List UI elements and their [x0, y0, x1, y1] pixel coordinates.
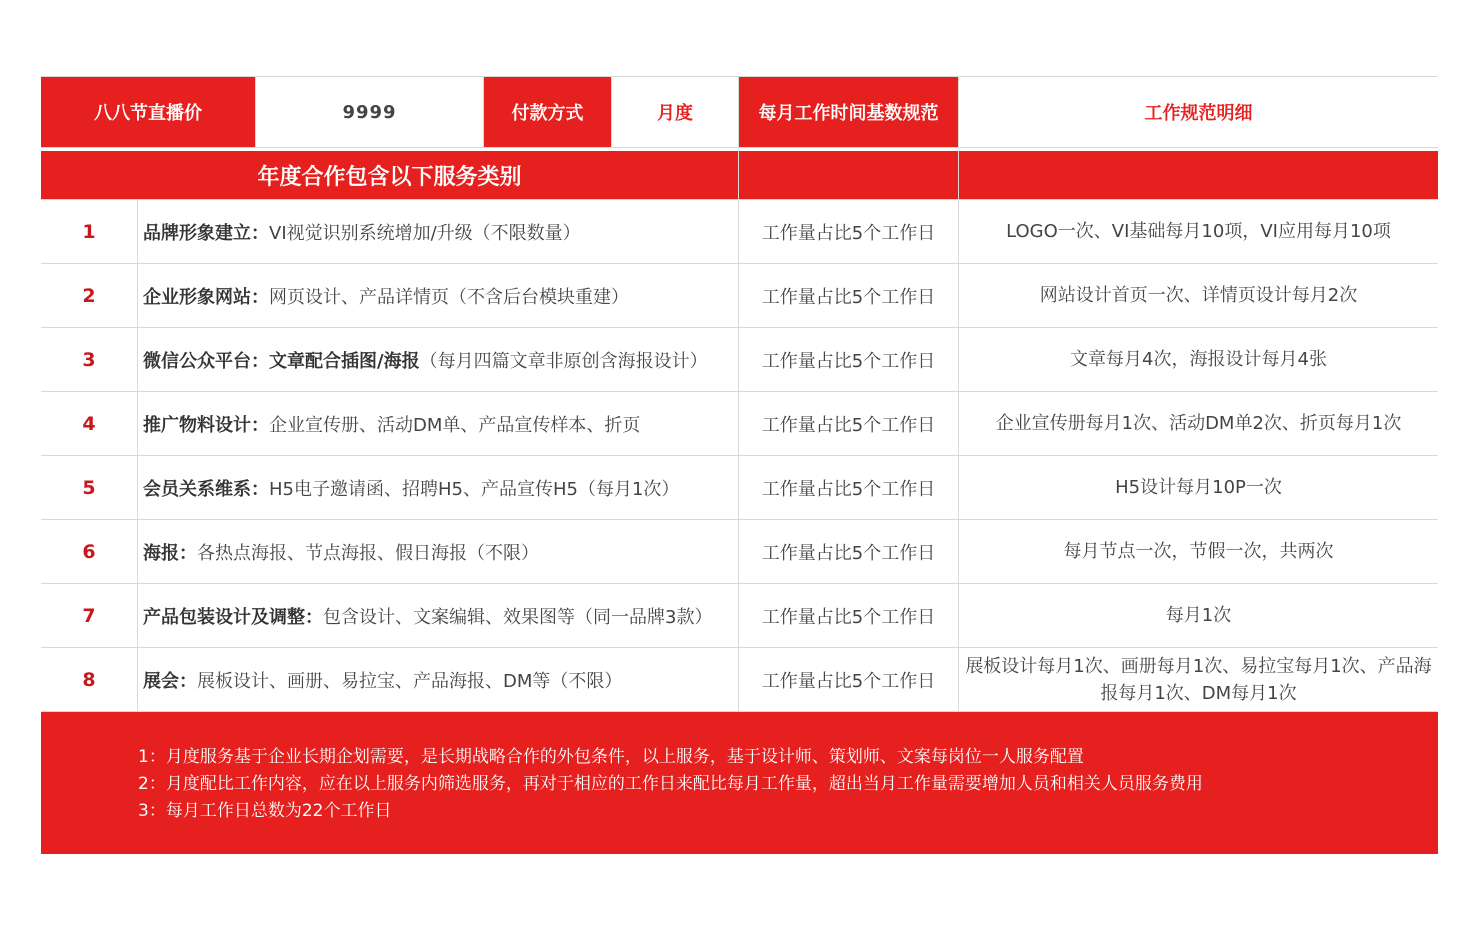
work-time-cell: 工作量占比5个工作日: [739, 520, 959, 583]
note-1: 1：月度服务基于企业长期企划需要，是长期战略合作的外包条件，以上服务，基于设计师、策划师、文案每岗位一人服务配置: [138, 747, 1084, 767]
detail-cell: H5设计每月10P一次: [1115, 477, 1282, 498]
price-label: 八八节直播价: [41, 77, 256, 147]
work-time-cell: 工作量占比5个工作日: [739, 456, 959, 519]
detail-cell: 企业宣传册每月1次、活动DM单2次、折页每月1次: [995, 413, 1402, 434]
service-name: 展会：: [143, 670, 197, 692]
service-name: 推广物料设计：: [143, 414, 269, 436]
service-cell: [138, 328, 739, 391]
service-desc: VI视觉识别系统增加/升级（不限数量）: [269, 222, 581, 244]
service-cell: [138, 648, 739, 711]
notes-box: [41, 712, 1438, 854]
service-cell: [138, 264, 739, 327]
work-time-cell: 工作量占比5个工作日: [739, 584, 959, 647]
service-cell: [138, 520, 739, 583]
detail-cell: 每月节点一次，节假一次，共两次: [1063, 541, 1334, 562]
row-number: 3: [41, 328, 138, 391]
pricing-table: [41, 76, 1438, 854]
row-number: 1: [41, 200, 138, 263]
service-cell: [138, 392, 739, 455]
work-time-cell: 工作量占比5个工作日: [739, 200, 959, 263]
work-time-header: 每月工作时间基数规范: [739, 77, 959, 147]
table-row: [41, 264, 1438, 328]
table-row: [41, 648, 1438, 712]
detail-cell: 网站设计首页一次、详情页设计每月2次: [1039, 285, 1358, 306]
table-row: [41, 328, 1438, 392]
service-name: 海报：: [143, 542, 197, 564]
table-row: [41, 520, 1438, 584]
row-number: 6: [41, 520, 138, 583]
row-number: 7: [41, 584, 138, 647]
service-cell: [138, 584, 739, 647]
service-name: 微信公众平台：文章配合插图/海报: [143, 350, 420, 372]
service-desc: 网页设计、产品详情页（不含后台模块重建）: [269, 286, 629, 308]
section-title-work-cell: [739, 151, 959, 199]
detail-header: 工作规范明细: [959, 77, 1438, 147]
service-name: 会员关系维系：: [143, 478, 269, 500]
detail-cell: 展板设计每月1次、画册每月1次、易拉宝每月1次、产品海报每月1次、DM每月1次: [965, 655, 1432, 704]
service-cell: [138, 200, 739, 263]
payment-value: 月度: [612, 77, 739, 147]
service-name: 产品包装设计及调整：: [143, 606, 323, 628]
service-name: 品牌形象建立：: [143, 222, 269, 244]
work-time-cell: 工作量占比5个工作日: [739, 328, 959, 391]
row-number: 8: [41, 648, 138, 711]
payment-label: 付款方式: [484, 77, 612, 147]
detail-cell: 文章每月4次，海报设计每月4张: [1070, 349, 1327, 370]
table-row: [41, 456, 1438, 520]
table-row: [41, 200, 1438, 264]
section-title: 年度合作包含以下服务类别: [41, 151, 739, 199]
section-title-detail-cell: [959, 151, 1438, 199]
table-row: [41, 584, 1438, 648]
header-row: [41, 76, 1438, 148]
row-number: 2: [41, 264, 138, 327]
work-time-cell: 工作量占比5个工作日: [739, 392, 959, 455]
service-desc: 各热点海报、节点海报、假日海报（不限）: [197, 542, 539, 564]
row-number: 5: [41, 456, 138, 519]
work-time-cell: 工作量占比5个工作日: [739, 264, 959, 327]
service-rows: [41, 200, 1438, 712]
work-time-cell: 工作量占比5个工作日: [739, 648, 959, 711]
service-desc: 展板设计、画册、易拉宝、产品海报、DM等（不限）: [197, 670, 623, 692]
service-desc: H5电子邀请函、招聘H5、产品宣传H5（每月1次）: [269, 478, 680, 500]
detail-cell: LOGO一次、VI基础每月10项，VI应用每月10项: [1006, 221, 1391, 242]
note-2: 2：月度配比工作内容，应在以上服务内筛选服务，再对于相应的工作日来配比每月工作量，超出当月工作量需要增加人员和相关人员服务费用: [138, 774, 1203, 794]
price-value: 9999: [256, 77, 484, 147]
service-desc: 包含设计、文案编辑、效果图等（同一品牌3款）: [323, 606, 713, 628]
service-name: 企业形象网站：: [143, 286, 269, 308]
section-title-row: [41, 151, 1438, 200]
detail-cell: 每月1次: [1165, 605, 1232, 626]
service-desc: （每月四篇文章非原创含海报设计）: [419, 350, 708, 372]
service-cell: [138, 456, 739, 519]
service-desc: 企业宣传册、活动DM单、产品宣传样本、折页: [269, 414, 641, 436]
row-number: 4: [41, 392, 138, 455]
note-3: 3：每月工作日总数为22个工作日: [138, 801, 392, 821]
table-row: [41, 392, 1438, 456]
